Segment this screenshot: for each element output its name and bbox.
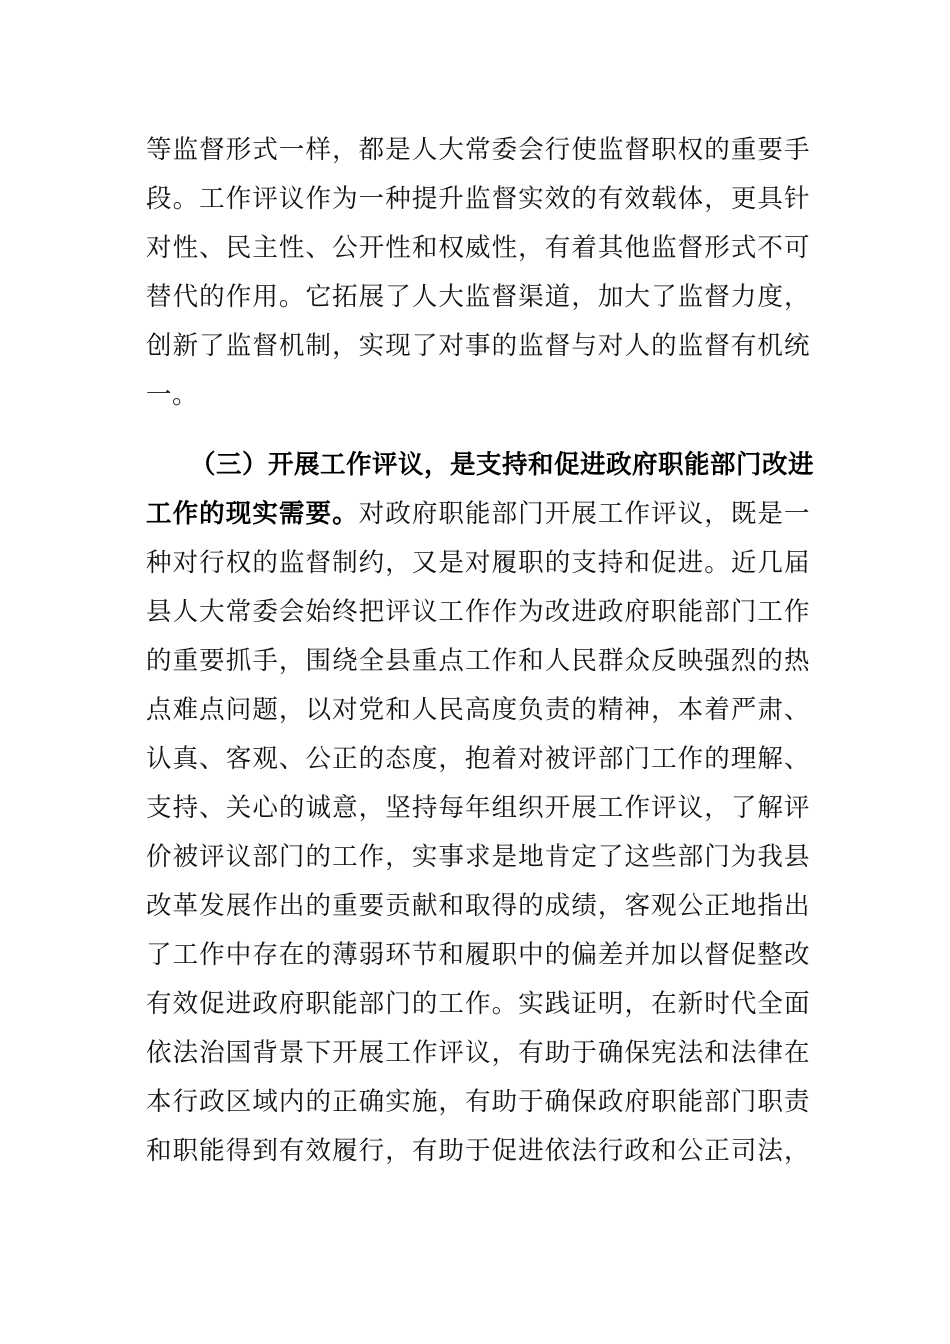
text-line: 认真、客观、公正的态度，抱着对被评部门工作的理解、	[146, 744, 810, 774]
text-line: 改革发展作出的重要贡献和取得的成绩，客观公正地指出	[146, 891, 810, 921]
section-heading-end: 工作的现实需要。	[146, 499, 359, 529]
body-text: 对政府职能部门开展工作评议，既是一	[358, 499, 810, 529]
text-line: 本行政区域内的正确实施，有助于确保政府职能部门职责	[146, 1087, 810, 1117]
text-line: 对性、民主性、公开性和权威性，有着其他监督形式不可	[146, 233, 810, 263]
paragraph-continuation	[146, 126, 810, 420]
text-line: 有效促进政府职能部门的工作。实践证明，在新时代全面	[146, 989, 810, 1019]
section-heading: （三）开展工作评议，是支持和促进政府职能部门改进	[190, 450, 815, 480]
text-line: 县人大常委会始终把评议工作作为改进政府职能部门工作	[146, 597, 810, 627]
text-line: 支持、关心的诚意，坚持每年组织开展工作评议，了解评	[146, 793, 810, 823]
text-line: 了工作中存在的薄弱环节和履职中的偏差并加以督促整改	[146, 940, 810, 970]
text-line: 依法治国背景下开展工作评议，有助于确保宪法和法律在	[146, 1038, 810, 1068]
text-line: 价被评议部门的工作，实事求是地肯定了这些部门为我县	[146, 842, 810, 872]
text-line: 等监督形式一样，都是人大常委会行使监督职权的重要手	[146, 135, 810, 165]
text-line: 一。	[146, 380, 199, 410]
text-line: 的重要抓手，围绕全县重点工作和人民群众反映强烈的热	[146, 646, 810, 676]
text-line: 点难点问题，以对党和人民高度负责的精神，本着严肃、	[146, 695, 810, 725]
text-line: 替代的作用。它拓展了人大监督渠道，加大了监督力度，	[146, 282, 810, 312]
text-line: 创新了监督机制，实现了对事的监督与对人的监督有机统	[146, 331, 810, 361]
text-line: 段。工作评议作为一种提升监督实效的有效载体，更具针	[146, 184, 810, 214]
text-line: 种对行权的监督制约，又是对履职的支持和促进。近几届	[146, 548, 810, 578]
text-line: 和职能得到有效履行，有助于促进依法行政和公正司法，	[146, 1136, 810, 1166]
heading-continuation-line	[146, 490, 810, 539]
section-paragraph	[146, 441, 815, 1176]
